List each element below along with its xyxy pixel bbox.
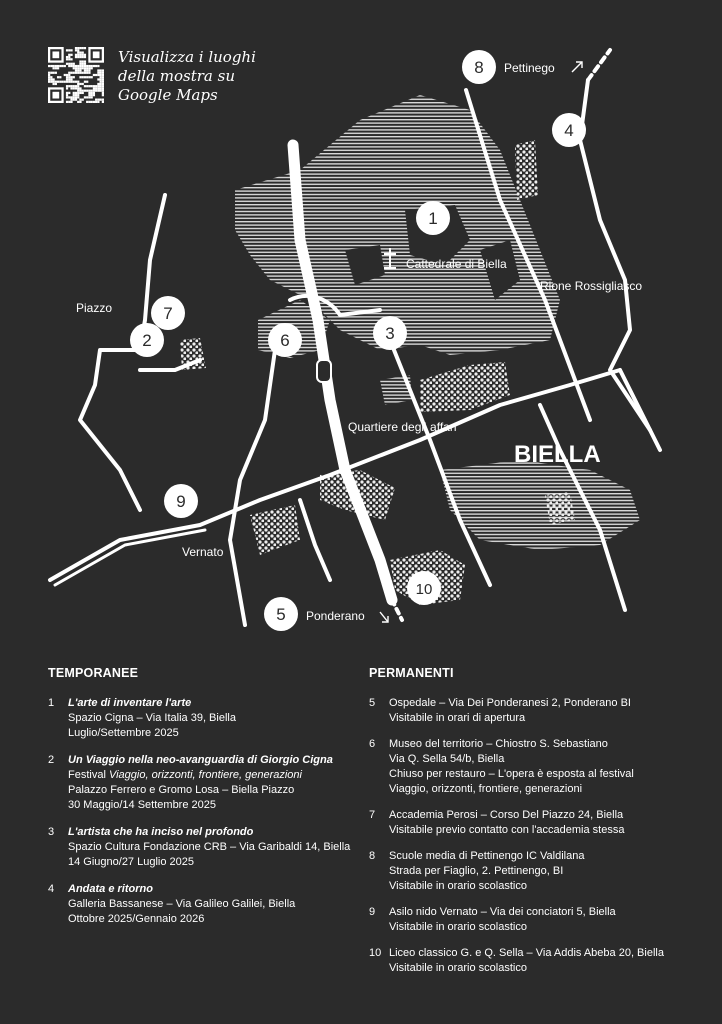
- list-item: [369, 849, 689, 894]
- entry-number: 8: [369, 850, 376, 862]
- arrow-northeast-icon: [572, 62, 582, 72]
- marker-number: 10: [415, 581, 433, 598]
- entry-title: L'artista che ha inciso nel profondo: [68, 826, 254, 838]
- qr-caption-line: della mostra su: [118, 67, 236, 85]
- list-item: [369, 808, 689, 838]
- map-marker-6[interactable]: [268, 323, 302, 357]
- entry-line: Strada per Fiaglio, 2. Pettinengo, BI: [389, 865, 564, 877]
- entry-number: 9: [369, 906, 376, 918]
- festival-name: Viaggio, orizzonti, frontiere, generazioni: [108, 769, 302, 781]
- festival-prefix: Festival: [68, 769, 109, 781]
- marker-number: 6: [280, 331, 290, 350]
- map-marker-3[interactable]: [373, 316, 407, 350]
- arrow-southeast-icon: [380, 612, 388, 622]
- label-city: BIELLA: [514, 441, 601, 468]
- entry-number: 4: [48, 883, 55, 895]
- label-rione: Rione Rossigliasco: [540, 279, 643, 293]
- entry-line: [68, 768, 358, 783]
- permanenti-section: [369, 666, 689, 987]
- map-marker-4[interactable]: [552, 113, 586, 147]
- entry-line: Palazzo Ferrero e Gromo Losa – Biella Piazzo: [68, 784, 295, 796]
- qr-caption-line: Google Maps: [118, 86, 218, 104]
- entry-number: 1: [48, 697, 55, 709]
- entry-number: 5: [369, 697, 376, 709]
- entry-number: 6: [369, 738, 376, 750]
- list-item: [48, 882, 358, 927]
- map-marker-9[interactable]: [164, 484, 198, 518]
- entry-line: Liceo classico G. e Q. Sella – Via Addis Abeba 20, Biella: [389, 947, 664, 959]
- label-vernato: Vernato: [182, 545, 224, 559]
- entry-line: 30 Maggio/14 Settembre 2025: [68, 799, 216, 811]
- list-item: [369, 696, 689, 726]
- entry-line: 14 Giugno/27 Luglio 2025: [68, 856, 194, 868]
- entry-title: L'arte di inventare l'arte: [68, 697, 192, 709]
- marker-number: 9: [176, 492, 186, 511]
- entry-line: Ospedale – Via Dei Ponderanesi 2, Ponderano BI: [389, 697, 631, 709]
- entry-line: Chiuso per restauro – L'opera è esposta al festival: [389, 768, 634, 780]
- map-marker-10[interactable]: [407, 571, 441, 605]
- list-item: [369, 737, 689, 797]
- list-item: [48, 753, 358, 813]
- label-pettinego: Pettinego: [504, 61, 555, 75]
- entry-line: Asilo nido Vernato – Via dei conciatori 5, Biella: [389, 906, 616, 918]
- temporanee-heading: TEMPORANEE: [48, 666, 139, 680]
- marker-number: 1: [428, 209, 438, 228]
- entry-line: Visitabile in orario scolastico: [389, 921, 527, 933]
- qr-caption: [118, 48, 256, 105]
- entry-line: Ottobre 2025/Gennaio 2026: [68, 913, 205, 925]
- entry-line: Spazio Cultura Fondazione CRB – Via Garibaldi 14, Biella: [68, 841, 351, 853]
- entry-line: Visitabile previo contatto con l'accademia stessa: [389, 824, 625, 836]
- list-item: [369, 905, 689, 935]
- entry-number: 2: [48, 754, 55, 766]
- marker-number: 7: [163, 304, 173, 323]
- entry-line: Scuole media di Pettinengo IC Valdilana: [389, 850, 585, 862]
- map-marker-8[interactable]: [462, 50, 496, 84]
- map-marker-7[interactable]: [151, 296, 185, 330]
- list-item: [48, 825, 358, 870]
- entry-line: Spazio Cigna – Via Italia 39, Biella: [68, 712, 236, 724]
- label-ponderano: Ponderano: [306, 609, 365, 623]
- map-marker-1[interactable]: [416, 201, 450, 235]
- marker-number: 8: [474, 58, 484, 77]
- qr-caption-line: Visualizza i luoghi: [118, 48, 256, 66]
- entry-line: Visitabile in orari di apertura: [389, 712, 526, 724]
- entry-line: Visitabile in orario scolastico: [389, 962, 527, 974]
- entry-line: Galleria Bassanese – Via Galileo Galilei, Biella: [68, 898, 296, 910]
- marker-number: 2: [142, 331, 152, 350]
- entry-number: 7: [369, 809, 376, 821]
- marker-number: 5: [276, 605, 286, 624]
- entry-line: Accademia Perosi – Corso Del Piazzo 24, Biella: [389, 809, 624, 821]
- permanenti-heading: PERMANENTI: [369, 666, 454, 680]
- entry-title: Andata e ritorno: [68, 883, 153, 895]
- marker-number: 4: [564, 121, 574, 140]
- label-quartiere: Quartiere degli affari: [348, 420, 457, 434]
- map-marker-5[interactable]: [264, 597, 298, 631]
- entry-line: Visitabile in orario scolastico: [389, 880, 527, 892]
- entry-number: 10: [369, 947, 382, 959]
- entry-line: Luglio/Settembre 2025: [68, 727, 179, 739]
- map-marker-2[interactable]: [130, 323, 164, 357]
- entry-line: Museo del territorio – Chiostro S. Sebastiano: [389, 738, 608, 750]
- marker-number: 3: [385, 324, 395, 343]
- entry-line: Viaggio, orizzonti, frontiere, generazioni: [389, 783, 583, 795]
- list-item: [369, 946, 689, 976]
- list-item: [48, 696, 358, 741]
- entry-line: Via Q. Sella 54/b, Biella: [389, 753, 505, 765]
- underpass-icon: [317, 360, 331, 382]
- entry-title: Un Viaggio nella neo-avanguardia di Giorgio Cigna: [68, 754, 333, 766]
- label-piazzo: Piazzo: [76, 301, 113, 315]
- temporanee-section: [48, 666, 358, 939]
- qr-code-icon[interactable]: [48, 47, 104, 103]
- label-cattedrale: Cattedrale di Biella: [406, 257, 507, 271]
- entry-number: 3: [48, 826, 55, 838]
